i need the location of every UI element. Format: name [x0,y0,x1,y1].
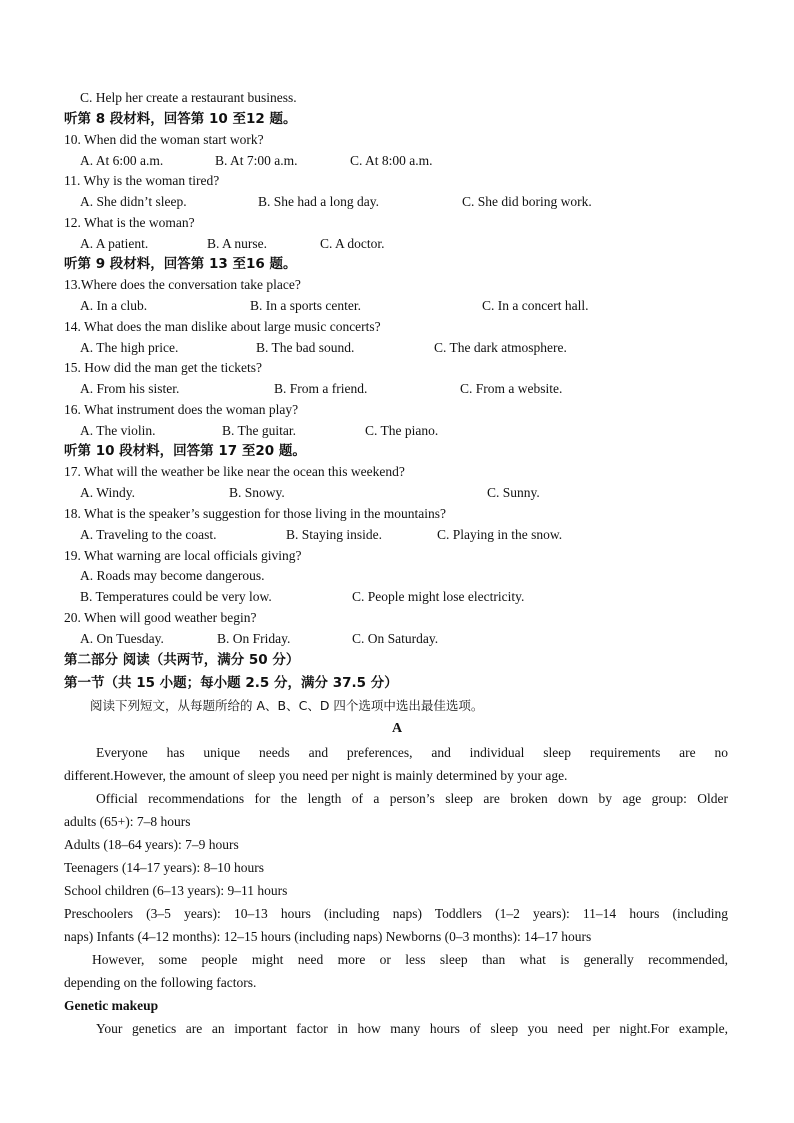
question-17-option-a: A. Windy. [80,485,135,500]
question-10-option-c: C. At 8:00 a.m. [350,153,433,168]
question-17: 17. What will the weather be like near the ocean this weekend? [64,464,405,479]
passage-p3-line1: However, some people might need more or less sleep than what is generally recommended, [92,952,728,967]
question-16-option-b: B. The guitar. [222,423,296,438]
question-14-option-c: C. The dark atmosphere. [434,340,567,355]
question-13-option-b: B. In a sports center. [250,298,361,313]
question-15-option-a: A. From his sister. [80,381,180,396]
question-16: 16. What instrument does the woman play? [64,402,299,417]
question-9-option-c: C. Help her create a restaurant business. [80,90,297,105]
question-13-option-a: A. In a club. [80,298,148,313]
question-14-option-b: B. The bad sound. [256,340,355,355]
section-heading-10: 听第 10 段材料，回答第 17 至20 题。 [64,443,306,459]
question-18-option-c: C. Playing in the snow. [437,527,563,542]
passage-p4-line1: Your genetics are an important factor in how many hours of sleep you need per night.For example, [96,1021,728,1036]
question-16-option-a: A. The violin. [80,423,156,438]
question-11-option-a: A. She didn’t sleep. [80,194,187,209]
question-12-option-a: A. A patient. [80,236,149,251]
passage-p1-line2: different.However, the amount of sleep you need per night is mainly determined by your age. [64,768,568,783]
passage-label: A [391,721,403,736]
question-10-option-a: A. At 6:00 a.m. [80,153,164,168]
question-18-option-a: A. Traveling to the coast. [80,527,217,542]
passage-p2-line1: Official recommendations for the length of a person’s sleep are broken down by age group: Older [96,791,728,806]
question-13-option-c: C. In a concert hall. [482,298,589,313]
reading-instruction: 阅读下列短文，从每题所给的 A、B、C、D 四个选项中选出最佳选项。 [90,698,484,713]
sleep-list-item: Teenagers (14–17 years): 8–10 hours [64,860,264,875]
question-14: 14. What does the man dislike about large music concerts? [64,319,381,334]
question-15-option-b: B. From a friend. [274,381,368,396]
question-19-option-b: B. Temperatures could be very low. [80,589,272,604]
section-heading-8: 听第 8 段材料，回答第 10 至12 题。 [64,111,297,127]
question-14-option-a: A. The high price. [80,340,179,355]
sleep-list-item: School children (6–13 years): 9–11 hours [64,883,288,898]
question-11-option-c: C. She did boring work. [462,194,592,209]
question-10-option-b: B. At 7:00 a.m. [215,153,298,168]
sleep-list-item: Preschoolers (3–5 years): 10–13 hours (including naps) Toddlers (1–2 years): 11–14 hours (including [64,906,728,921]
question-13: 13.Where does the conversation take place? [64,277,301,292]
sleep-list-item: Adults (18–64 years): 7–9 hours [64,837,239,852]
question-12-option-c: C. A doctor. [320,236,385,251]
question-10: 10. When did the woman start work? [64,132,264,147]
question-15-option-c: C. From a website. [460,381,563,396]
passage-p3-line2: depending on the following factors. [64,975,257,990]
question-20-option-c: C. On Saturday. [352,631,439,646]
question-19-option-a: A. Roads may become dangerous. [80,568,265,583]
question-17-option-b: B. Snowy. [229,485,285,500]
question-16-option-c: C. The piano. [365,423,439,438]
question-17-option-c: C. Sunny. [487,485,540,500]
question-12: 12. What is the woman? [64,215,195,230]
section-heading-9: 听第 9 段材料，回答第 13 至16 题。 [64,256,297,272]
question-15: 15. How did the man get the tickets? [64,360,262,375]
question-19: 19. What warning are local officials giving? [64,548,302,563]
question-20: 20. When will good weather begin? [64,610,257,625]
passage-p1-line1: Everyone has unique needs and preferences, and individual sleep requirements are no [96,745,728,760]
subheading-genetic-makeup: Genetic makeup [64,998,159,1013]
question-11-option-b: B. She had a long day. [258,194,379,209]
question-11: 11. Why is the woman tired? [64,173,220,188]
part-2-title: 第二部分 阅读（共两节，满分 50 分） [64,652,300,668]
question-20-option-a: A. On Tuesday. [80,631,164,646]
question-19-option-c: C. People might lose electricity. [352,589,525,604]
question-18-option-b: B. Staying inside. [286,527,383,542]
passage-p2-line2: adults (65+): 7–8 hours [64,814,191,829]
question-12-option-b: B. A nurse. [207,236,268,251]
question-20-option-b: B. On Friday. [217,631,291,646]
question-18: 18. What is the speaker’s suggestion for those living in the mountains? [64,506,446,521]
sleep-list-item: naps) Infants (4–12 months): 12–15 hours (including naps) Newborns (0–3 months): 14–17 hours [64,929,592,944]
section-1-title: 第一节（共 15 小题；每小题 2.5 分，满分 37.5 分） [64,675,398,691]
